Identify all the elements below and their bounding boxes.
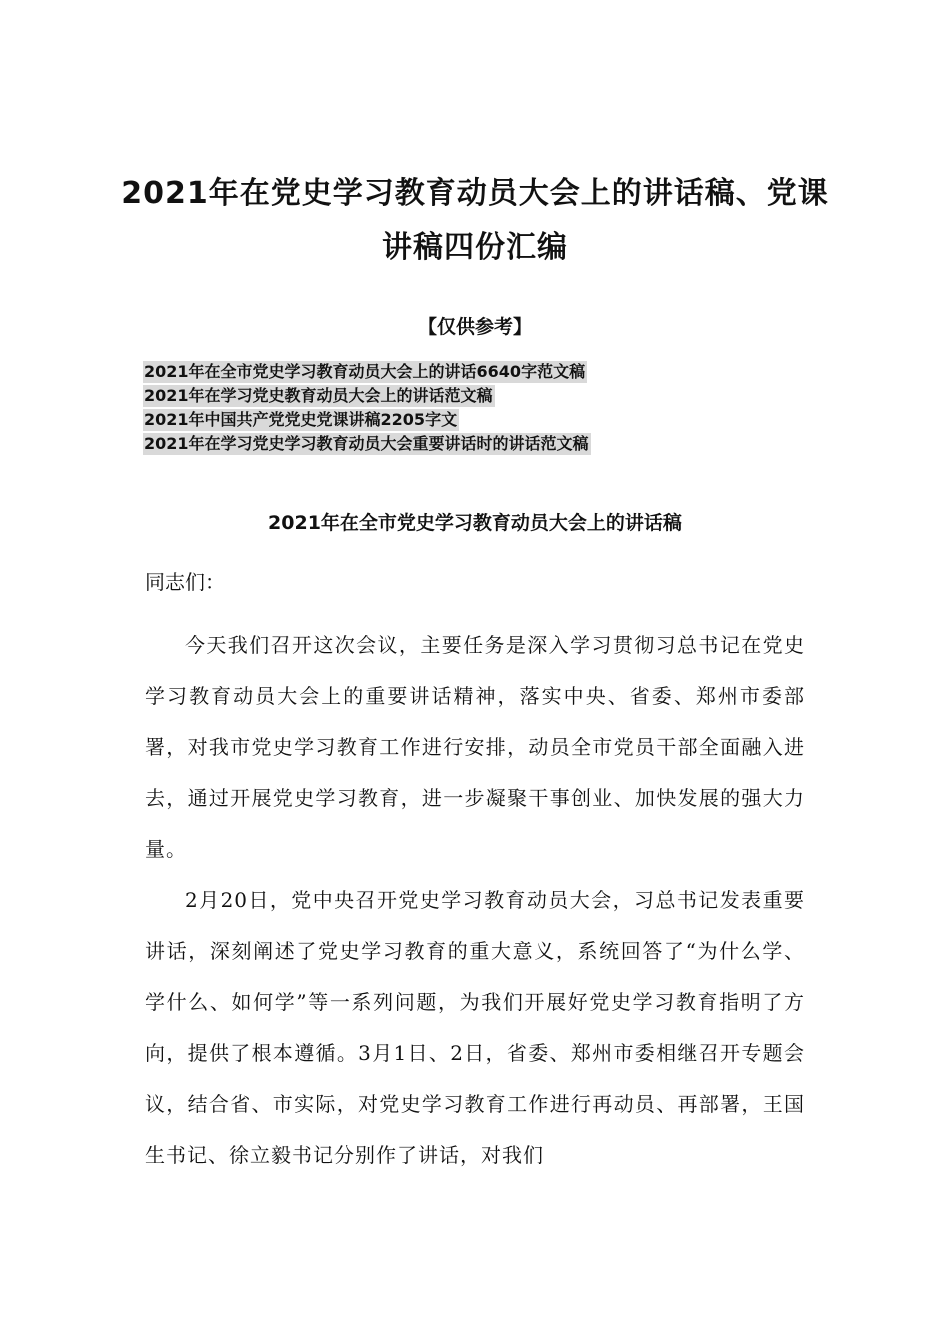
- toc-item-text: 2021年在学习党史学习教育动员大会重要讲话时的讲话范文稿: [144, 434, 589, 453]
- document-title-line-2: 讲稿四份汇编: [382, 230, 568, 265]
- section-heading: 2021年在全市党史学习教育动员大会上的讲话稿: [268, 512, 682, 534]
- toc-item-text: 2021年中国共产党党史党课讲稿2205字文: [144, 410, 458, 429]
- body-paragraph: 今天我们召开这次会议，主要任务是深入学习贯彻习总书记在党史学习教育动员大会上的重要讲话精神，落实中央、省委、郑州市委部署，对我市党史学习教育工作进行安排，动员全市党员干部全面融入进去，通过开展党史学习教育，进一步凝聚干事创业、加快发展的强大力量。: [145, 633, 805, 861]
- document-title-line-1: 2021年在党史学习教育动员大会上的讲话稿、党课: [121, 176, 829, 211]
- toc-item: [143, 360, 591, 384]
- toc-item: [143, 408, 591, 432]
- salutation: 同志们：: [145, 570, 225, 594]
- toc-item-text: 2021年在全市党史学习教育动员大会上的讲话6640字范文稿: [144, 362, 586, 381]
- table-of-contents: [143, 360, 591, 456]
- toc-item: [143, 384, 591, 408]
- toc-item-text: 2021年在学习党史教育动员大会上的讲话范文稿: [144, 386, 493, 405]
- toc-item: [143, 432, 591, 456]
- body-paragraph: 2月20日，党中央召开党史学习教育动员大会，习总书记发表重要讲话，深刻阐述了党史学习教育的重大意义，系统回答了“为什么学、学什么、如何学”等一系列问题，为我们开展好党史学习教育指明了方向，提供了根本遵循。3月1日、2日，省委、郑州市委相继召开专题会议，结合省、市实际，对党史学习教育工作进行再动员、再部署，王国生书记、徐立毅书记分别作了讲话，对我们: [145, 888, 805, 1167]
- reference-note: 【仅供参考】: [417, 316, 532, 338]
